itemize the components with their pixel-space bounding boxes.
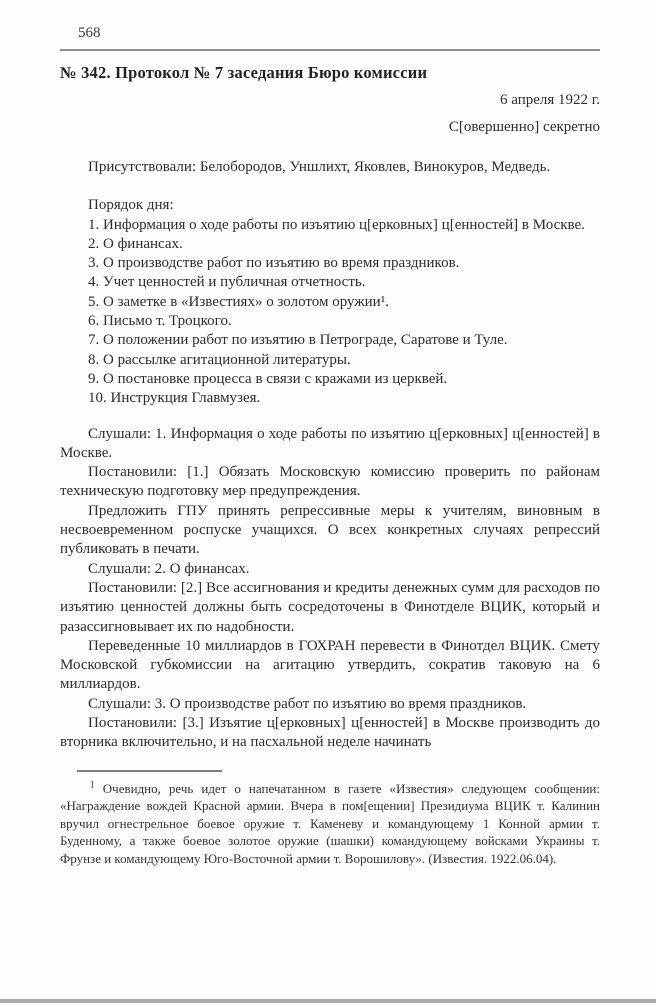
- page-number: 568: [78, 25, 101, 41]
- agenda-item: 1. Информация о ходе работы по изъятию ц[ерковных] ц[енностей] в Москве.: [88, 216, 585, 233]
- agenda-item: 6. Письмо т. Троцкого.: [88, 313, 232, 330]
- agenda-item: 3. О производстве работ по изъятию во время праздников.: [88, 255, 460, 272]
- classification-line: С[овершенно] секретно: [448, 119, 600, 135]
- page-bottom-edge: [0, 999, 656, 1003]
- footnote-body: Очевидно, речь идет о напечатанном в газете «Известия» следующем сообщении: «Награждение вождей Красной армии. Вчера в пом[ещении] Президиума ВЦИК т. Калинин вручил огнестрельное боевое оружие т. Каменеву и командующему 1 Конной армии т. Буденному, а также боевое золотое оружие (шашки) командующему войсками Украины т. Фрунзе и командующему Юго-Восточной армии т. Ворошилову». (Известия. 1922.06.04).: [60, 780, 601, 866]
- agenda-item: 2. О финансах.: [88, 235, 183, 252]
- body-paragraph: Предложить ГПУ принять репрессивные меры к учителям, виновным в несвоевременном роспуске учащихся. О всех конкретных случаях репрессий публиковать в печати.: [60, 502, 600, 558]
- body-paragraph: Слушали: 2. О финансах.: [88, 560, 250, 577]
- header-rule: [60, 49, 600, 51]
- footnote-rule: [77, 770, 222, 772]
- footnote-marker: 1: [90, 780, 95, 791]
- agenda-item: 10. Инструкция Главмузея.: [88, 390, 261, 407]
- agenda-item: 4. Учет ценностей и публичная отчетность.: [88, 274, 366, 291]
- agenda-item: 7. О положении работ по изъятию в Петрограде, Саратове и Туле.: [88, 332, 508, 349]
- agenda-item: 5. О заметке в «Известиях» о золотом оружии¹.: [88, 293, 389, 310]
- body-paragraph: Постановили: [1.] Обязать Московскую комиссию проверить по районам техническую подготовку мер предупреждения.: [60, 464, 600, 500]
- footnote-block: [60, 770, 600, 868]
- body-paragraph: Постановили: [2.] Все ассигнования и кредиты денежных сумм для расходов по изъятию ценностей должны быть сосредоточены в Финотделе ВЦИК, который и разассигновывает их по надобности.: [60, 579, 600, 635]
- agenda-item: 9. О постановке процесса в связи с кражами из церквей.: [88, 370, 448, 387]
- date-line: 6 апреля 1922 г.: [500, 92, 600, 108]
- body-paragraph: Постановили: [3.] Изъятие ц[ерковных] ц[енностей] в Москве производить до вторника включительно, и на пасхальной неделе начинать: [60, 715, 600, 751]
- document-title: № 342. Протокол № 7 заседания Бюро комиссии: [60, 63, 428, 82]
- footnote-paragraph: [60, 780, 600, 868]
- body-paragraph: Слушали: 3. О производстве работ по изъятию во время праздников.: [88, 695, 527, 712]
- body-paragraph: Слушали: 1. Информация о ходе работы по изъятию ц[ерковных] ц[енностей] в Москве.: [60, 425, 600, 461]
- agenda-item: 8. О рассылке агитационной литературы.: [88, 351, 351, 368]
- agenda-heading: Порядок дня:: [88, 197, 174, 214]
- text-column: [60, 0, 600, 867]
- body-paragraph: Переведенные 10 миллиардов в ГОХРАН перевести в Финотдел ВЦИК. Смету Московской губкомиссии на агитацию утвердить, сократив таковую на 6 миллиардов.: [60, 637, 600, 693]
- attendees-paragraph: Присутствовали: Белобородов, Уншлихт, Яковлев, Винокуров, Медведь.: [88, 159, 551, 175]
